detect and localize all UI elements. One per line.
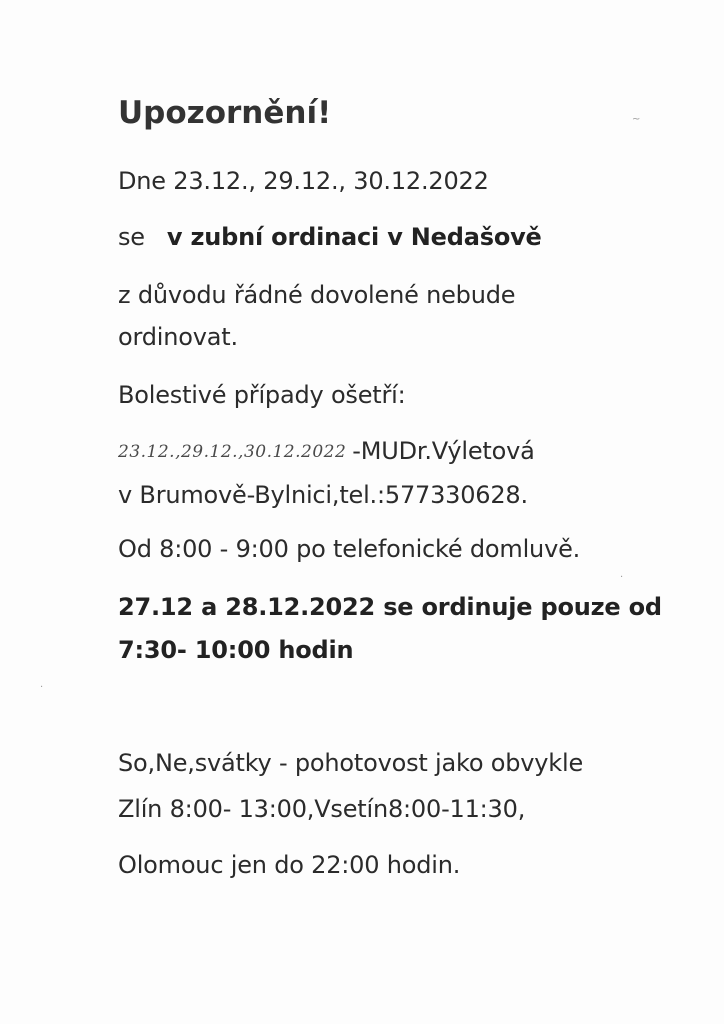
clinic-name: v zubní ordinaci v Nedašově <box>166 223 542 251</box>
olomouc-line: Olomouc jen do 22:00 hodin. <box>118 851 461 879</box>
limited-hours-line-1: 27.12 a 28.12.2022 se ordinuje pouze od <box>118 593 662 621</box>
weekend-line: So,Ne,svátky - pohotovost jako obvykle <box>118 749 584 777</box>
scan-speck: · <box>620 572 624 583</box>
emergency-heading: Bolestivé případy ošetří: <box>118 381 406 409</box>
hours-line: Od 8:00 - 9:00 po telefonické domluvě. <box>118 535 581 563</box>
doctor-name: -MUDr.Výletová <box>352 437 535 465</box>
notice-title: Upozornění! <box>118 95 332 131</box>
clinic-line <box>118 222 542 252</box>
doctor-line <box>118 436 535 467</box>
doctor-location: v Brumově-Bylnici,tel.:577330628. <box>118 481 528 509</box>
reason-line-2: ordinovat. <box>118 323 238 351</box>
handwritten-dates: 23.12.,29.12.,30.12.2022 <box>118 442 347 462</box>
scan-speck: ~ <box>632 114 641 125</box>
dates-line: Dne 23.12., 29.12., 30.12.2022 <box>118 167 489 195</box>
limited-hours-line-2: 7:30- 10:00 hodin <box>118 636 354 664</box>
zlin-vsetin-line: Zlín 8:00- 13:00,Vsetín8:00-11:30, <box>118 795 526 823</box>
scan-speck: · <box>40 682 44 693</box>
clinic-prefix: se <box>118 223 145 251</box>
reason-line: z důvodu řádné dovolené nebude <box>118 281 516 309</box>
